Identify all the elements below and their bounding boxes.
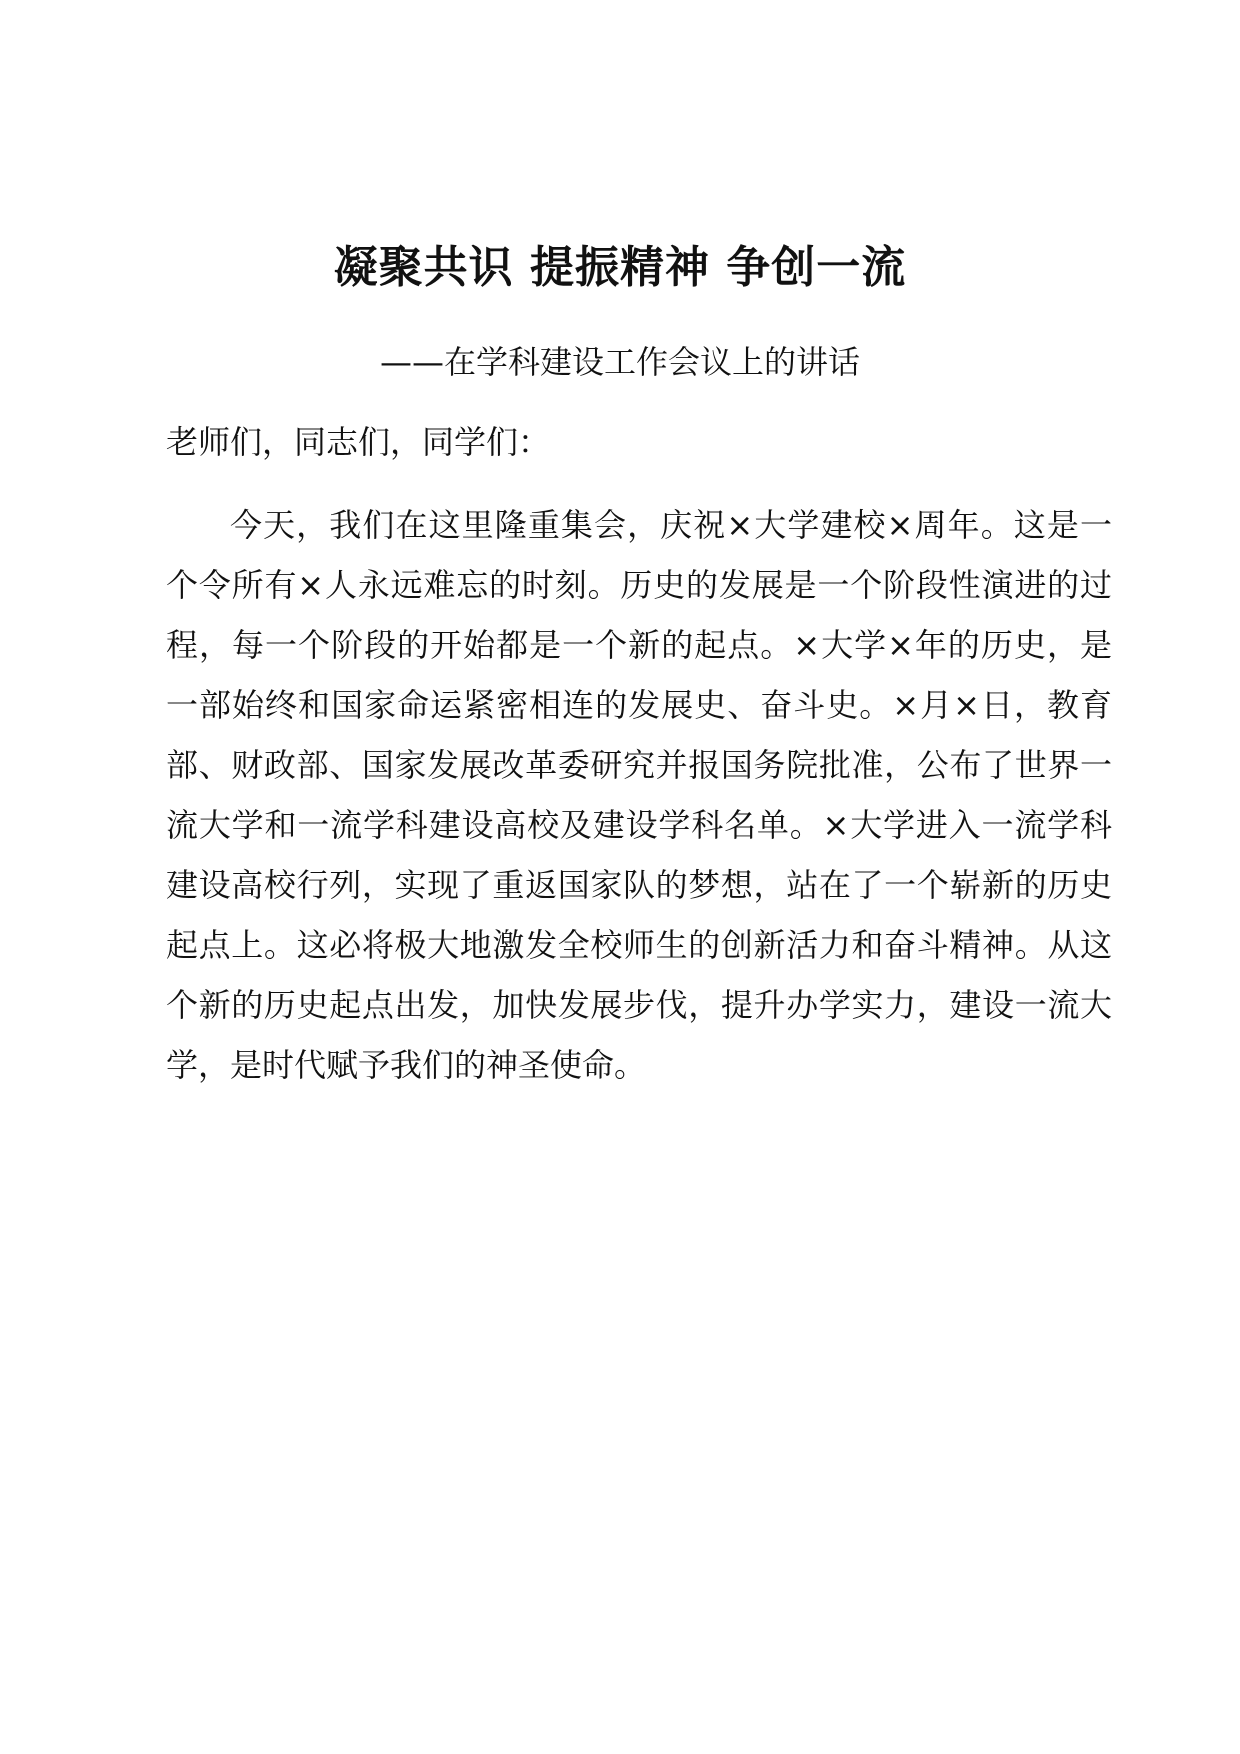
document-subtitle: ——在学科建设工作会议上的讲话 [379, 343, 860, 381]
body-paragraph: 今天，我们在这里隆重集会，庆祝×大学建校×周年。这是一个令所有×人永远难忘的时刻。历史的发展是一个阶段性演进的过程，每一个阶段的开始都是一个新的起点。×大学×年的历史，是一部始终和国家命运紧密相连的发展史、奋斗史。×月×日，教育部、财政部、国家发展改革委研究并报国务院批准，公布了世界一流大学和一流学科建设高校及建设学科名单。×大学进入一流学科建设高校行列，实现了重返国家队的梦想，站在了一个崭新的历史起点上。这必将极大地激发全校师生的创新活力和奋斗精神。从这个新的历史起点出发，加快发展步伐，提升办学实力，建设一流大学，是时代赋予我们的神圣使命。 [166, 506, 1112, 1084]
document-title: 凝聚共识 提振精神 争创一流 [333, 242, 907, 293]
salutation: 老师们，同志们，同学们： [166, 423, 551, 461]
